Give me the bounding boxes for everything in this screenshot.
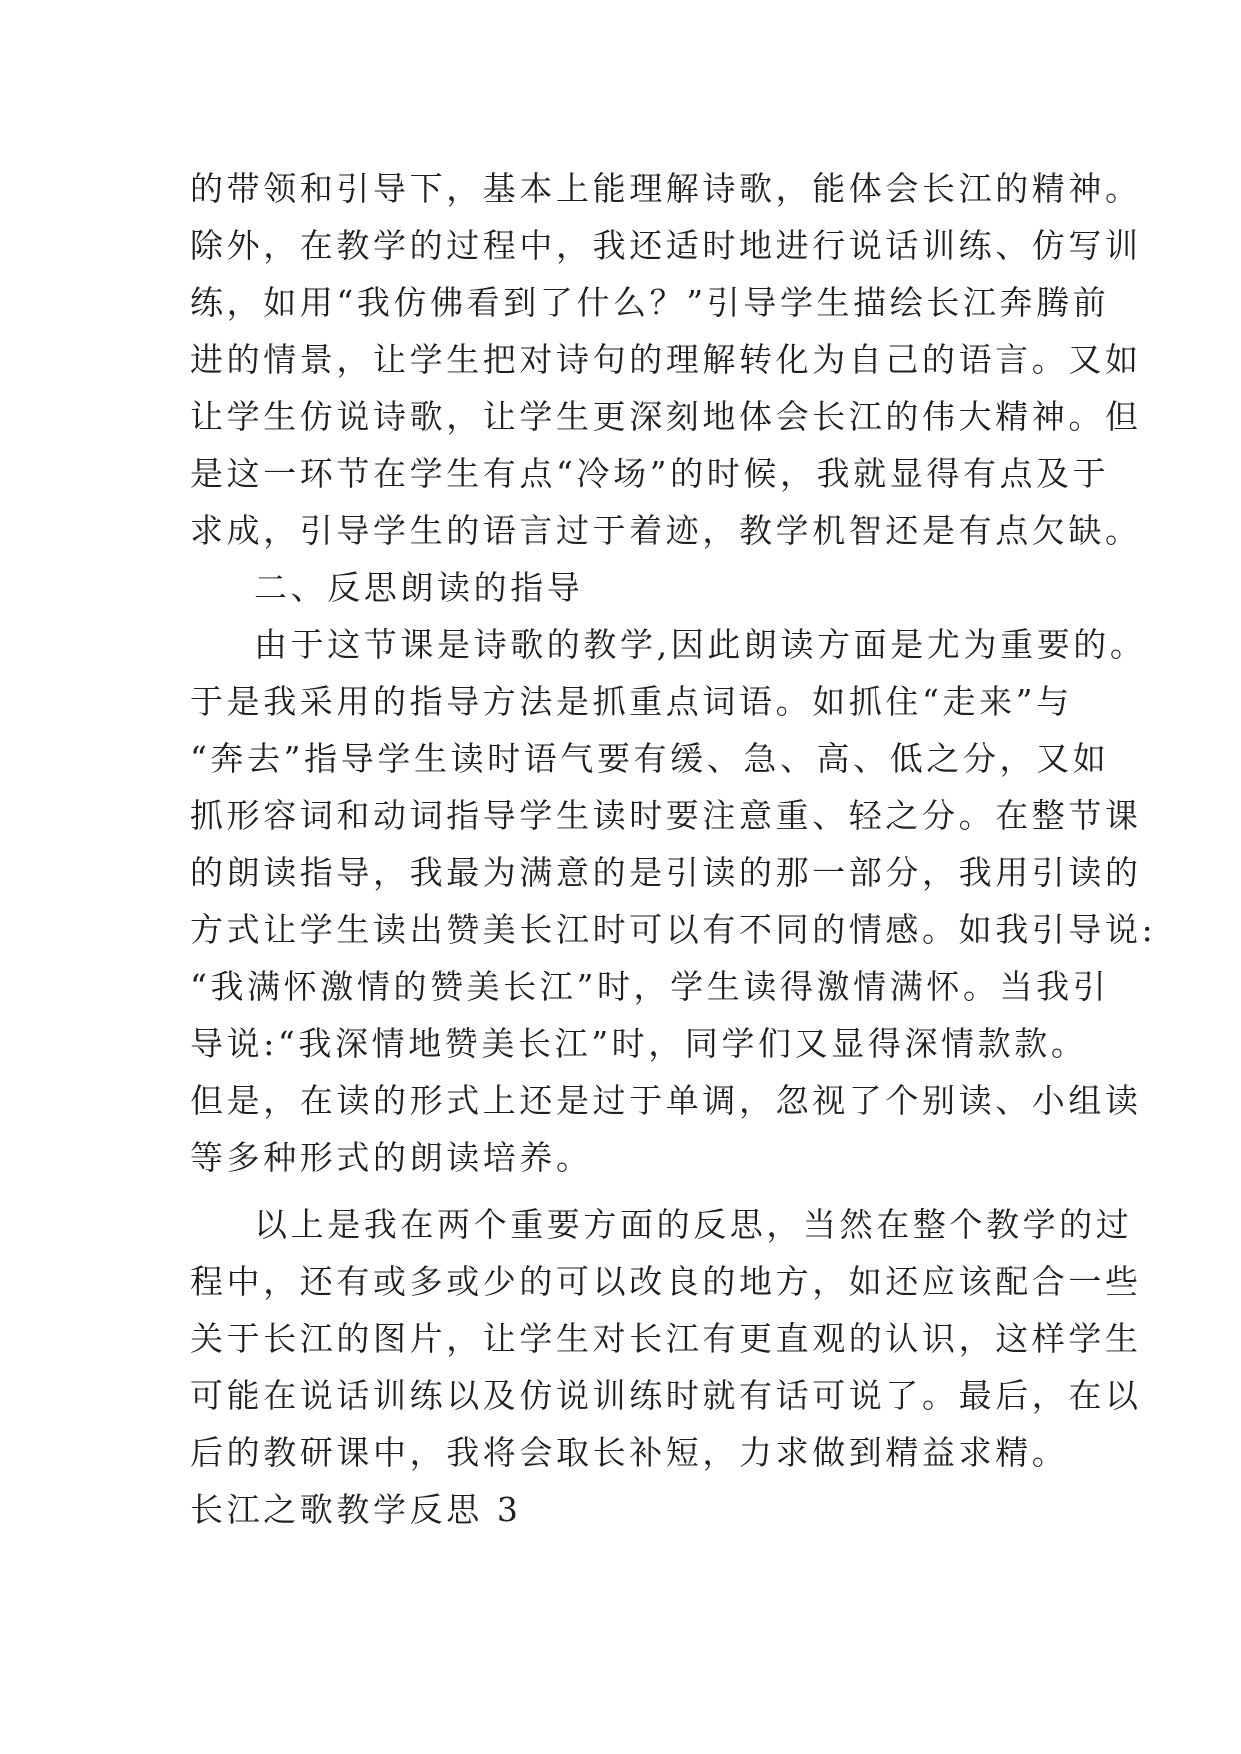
text-line: 求成，引导学生的语言过于着迹，教学机智还是有点欠缺。 [190, 511, 1142, 550]
text-line: 程中，还有或多或少的可以改良的地方，如还应该配合一些 [190, 1262, 1142, 1301]
text-line: “我满怀激情的赞美长江”时，学生读得激情满怀。当我引 [190, 967, 1110, 1006]
text-line: 的朗读指导，我最为满意的是引读的那一部分，我用引读的 [190, 853, 1142, 892]
text-line: 练，如用“我仿佛看到了什么？”引导学生描绘长江奔腾前 [190, 283, 1110, 322]
text-line: 除外，在教学的过程中，我还适时地进行说话训练、仿写训 [190, 226, 1142, 265]
next-section-title: 长江之歌教学反思 3 [190, 1490, 522, 1529]
text-line: 导说:“我深情地赞美长江”时，同学们又显得深情款款。 [190, 1024, 1088, 1063]
text-line: 等多种形式的朗读培养。 [190, 1138, 593, 1177]
text-line: 于是我采用的指导方法是抓重点词语。如抓住“走来”与 [190, 682, 1073, 721]
text-line: 方式让学生读出赞美长江时可以有不同的情感。如我引导说: [190, 910, 1157, 949]
document-body [190, 160, 1157, 1538]
paragraph-2 [190, 616, 1157, 1186]
text-line: 的带领和引导下，基本上能理解诗歌，能体会长江的精神。 [190, 169, 1142, 208]
text-line: 可能在说话训练以及仿说训练时就有话可说了。最后，在以 [190, 1376, 1142, 1415]
text-line: 进的情景，让学生把对诗句的理解转化为自己的语言。又如 [190, 340, 1142, 379]
paragraph-3 [190, 1196, 1142, 1481]
text-line: 由于这节课是诗歌的教学,因此朗读方面是尤为重要的。 [254, 625, 1147, 664]
text-line: 是这一环节在学生有点“冷场”的时候，我就显得有点及于 [190, 454, 1110, 493]
text-line: 但是，在读的形式上还是过于单调，忽视了个别读、小组读 [190, 1081, 1142, 1120]
text-line: “奔去”指导学生读时语气要有缓、急、高、低之分，又如 [190, 739, 1110, 778]
text-line: 抓形容词和动词指导学生读时要注意重、轻之分。在整节课 [190, 796, 1142, 835]
paragraph-1 [190, 160, 1142, 559]
section-heading: 二、反思朗读的指导 [254, 568, 584, 607]
text-line: 后的教研课中，我将会取长补短，力求做到精益求精。 [190, 1433, 1069, 1472]
text-line: 关于长江的图片，让学生对长江有更直观的认识，这样学生 [190, 1319, 1142, 1358]
text-line: 以上是我在两个重要方面的反思，当然在整个教学的过 [254, 1205, 1133, 1244]
paragraph-gap [190, 1186, 1070, 1196]
text-line: 让学生仿说诗歌，让学生更深刻地体会长江的伟大精神。但 [190, 397, 1142, 436]
